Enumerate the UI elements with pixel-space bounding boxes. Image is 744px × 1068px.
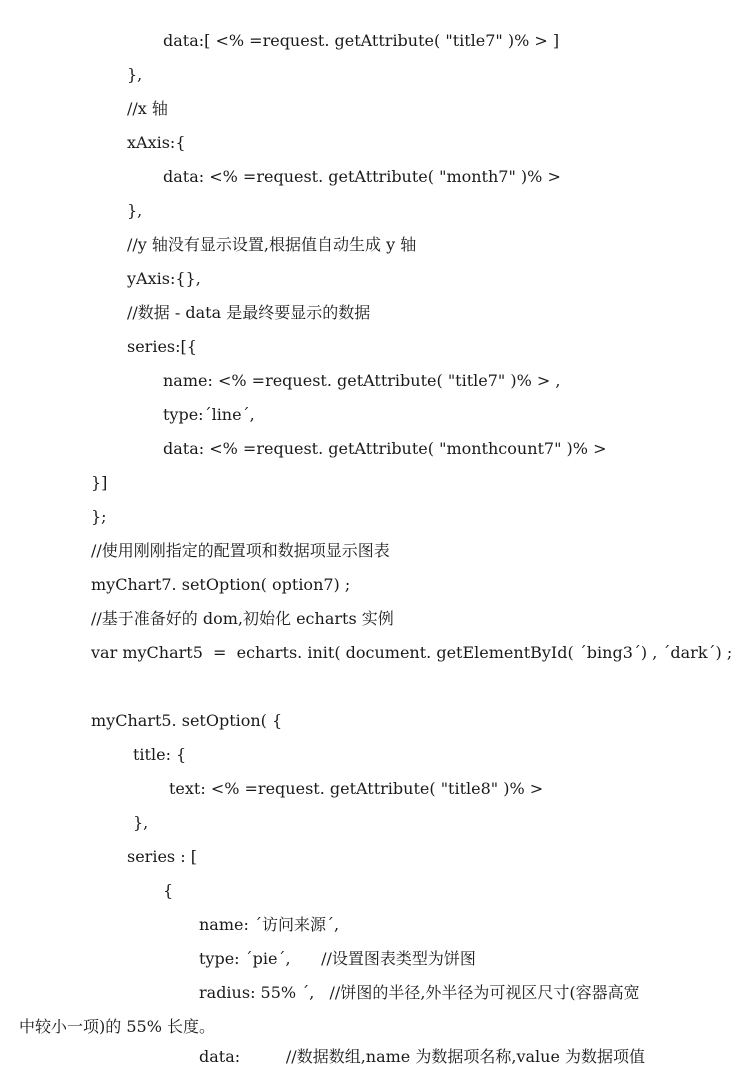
code-line: yAxis:{},: [127, 269, 201, 288]
code-line: data: <% =request. getAttribute( "monthcount7" )% >: [163, 439, 607, 458]
code-line: myChart5. setOption( {: [91, 711, 283, 730]
code-comment: //数据 - data 是最终要显示的数据: [127, 303, 371, 322]
code-line: }]: [91, 473, 108, 492]
code-line: 中较小一项)的 55% 长度。: [19, 1017, 215, 1036]
code-line: {: [163, 881, 174, 900]
code-line: data: //数据数组,name 为数据项名称,value 为数据项值: [199, 1047, 645, 1066]
code-line: data:[ <% =request. getAttribute( "title7" )% > ]: [163, 31, 560, 50]
code-line: title: {: [133, 745, 187, 764]
code-line: },: [127, 201, 143, 220]
code-line: text: <% =request. getAttribute( "title8" )% >: [169, 779, 544, 798]
code-line: name: <% =request. getAttribute( "title7" )% > ,: [163, 371, 561, 390]
code-line: },: [127, 65, 143, 84]
code-comment: //y 轴没有显示设置,根据值自动生成 y 轴: [127, 235, 417, 254]
code-line: type:´line´,: [163, 405, 255, 424]
code-line: radius: 55% ´, //饼图的半径,外半径为可视区尺寸(容器高宽: [199, 983, 640, 1002]
code-line: name: ´访问来源´,: [199, 915, 340, 934]
code-comment: //使用刚刚指定的配置项和数据项显示图表: [91, 541, 390, 560]
code-line: var myChart5 = echarts. init( document. getElementById( ´bing3´) , ´dark´) ;: [91, 643, 733, 662]
code-line: xAxis:{: [127, 133, 186, 152]
code-line: series:[{: [127, 337, 197, 356]
code-line: myChart7. setOption( option7) ;: [91, 575, 351, 594]
code-line: series : [: [127, 847, 197, 866]
code-comment: //基于准备好的 dom,初始化 echarts 实例: [91, 609, 394, 628]
code-line: type: ´pie´, //设置图表类型为饼图: [199, 949, 476, 968]
code-line: data: <% =request. getAttribute( "month7" )% >: [163, 167, 561, 186]
code-line: };: [91, 507, 107, 526]
code-comment: //x 轴: [127, 99, 168, 118]
code-line: },: [133, 813, 149, 832]
